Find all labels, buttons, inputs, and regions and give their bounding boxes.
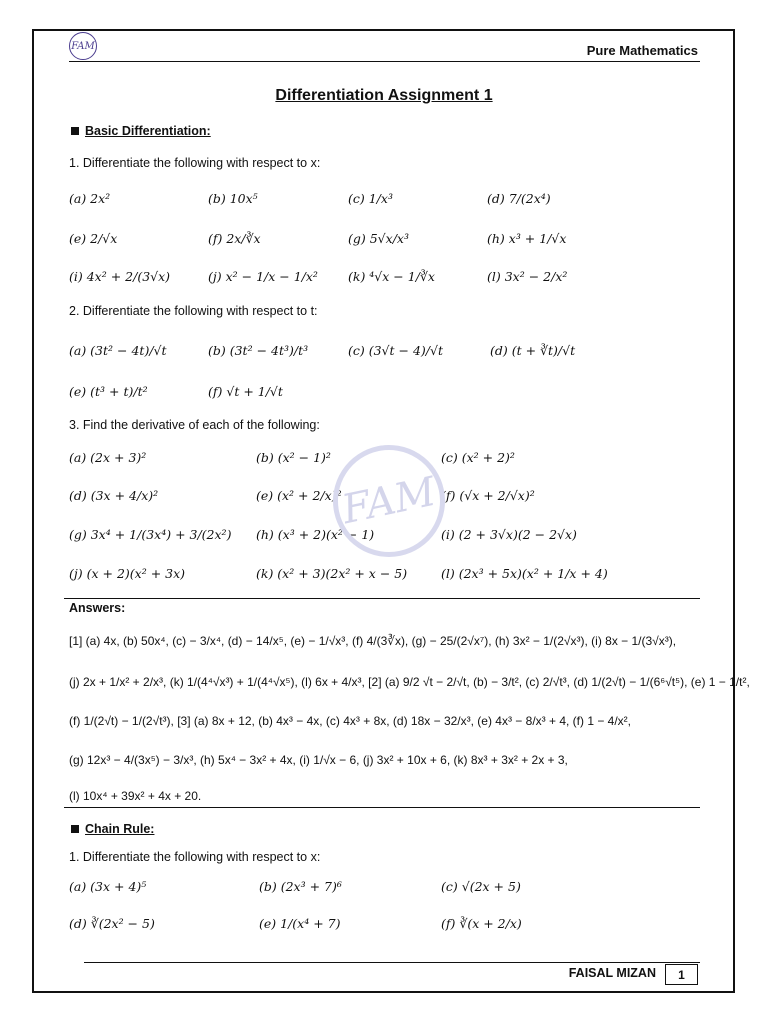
question-prompt: 3. Find the derivative of each of the following: [69,418,320,432]
answers-top-divider [64,598,700,599]
answer-line: (f) 1/(2√t) − 1/(2√t³), [3] (a) 8x + 12, (b) 4x³ − 4x, (c) 4x³ + 8x, (d) 18x − 32/x³, (e) 4x³ − 8/x³ + 4, (f) 1 − 4/x², [69,714,632,728]
answer-line: (j) 2x + 1/x² + 2/x³, (k) 1/(4⁴√x³) + 1/(4⁴√x⁵), (l) 6x + 4/x³, [2] (a) 9/2 √t − 2/√t, (b) − 3/t², (c) 2/√t³, (d) 1/(2√t) − 1/(6⁶√t⁵), (e) 1 − 1/t², [69,675,750,689]
answers-bottom-divider [64,807,700,808]
question-prompt: 1. Differentiate the following with respect to x: [69,850,321,864]
answer-line: [1] (a) 4x, (b) 50x⁴, (c) − 3/x⁴, (d) − 14/x⁵, (e) − 1/√x³, (f) 4/(3∛x), (g) − 25/(2√x⁷), (h) 3x² − 1/(2√x³), (i) 8x − 1/(3√x³), [69,634,677,648]
problem-item: (e) (t³ + t)/t² [69,384,148,399]
problem-item: (l) (2x³ + 5x)(x² + 1/x + 4) [441,566,608,581]
fam-logo: FAM [69,32,97,60]
problem-item: (a) (2x + 3)² [69,450,147,465]
problem-item: (f) (√x + 2/√x)² [441,488,535,503]
header-divider [69,61,700,62]
problem-item: (g) 5√x/x³ [348,231,409,246]
problem-item: (g) 3x⁴ + 1/(3x⁴) + 3/(2x²) [69,527,232,542]
problem-item: (d) 7/(2x⁴) [487,191,551,206]
problem-item: (d) (t + ∛t)/√t [490,343,576,358]
problem-item: (a) (3x + 4)⁵ [69,879,147,894]
bullet-square-icon [71,127,79,135]
problem-item: (i) (2 + 3√x)(2 − 2√x) [441,527,577,542]
problem-item: (e) 2/√x [69,231,118,246]
problem-item: (l) 3x² − 2/x² [487,269,568,284]
subject-label: Pure Mathematics [586,43,698,58]
question-prompt: 1. Differentiate the following with respect to x: [69,156,321,170]
problem-item: (b) 10x⁵ [208,191,258,206]
problem-item: (a) 2x² [69,191,111,206]
page-title [0,87,768,105]
problem-item: (j) (x + 2)(x² + 3x) [69,566,186,581]
problem-item: (i) 4x² + 2/(3√x) [69,269,171,284]
problem-item: (d) ∛(2x² − 5) [69,916,155,931]
problem-item: (h) x³ + 1/√x [487,231,567,246]
page-number: 1 [665,964,698,985]
problem-item: (h) (x³ + 2)(x² − 1) [256,527,375,542]
section-heading-text: Chain Rule: [85,822,155,836]
fam-watermark: FAM [323,435,456,568]
answers-heading: Answers: [69,601,126,615]
title-text: Differentiation Assignment 1 [275,87,493,104]
problem-item: (b) (3t² − 4t³)/t³ [208,343,309,358]
author-name: FAISAL MIZAN [568,966,656,980]
problem-item: (f) √t + 1/√t [208,384,283,399]
problem-item: (k) (x² + 3)(2x² + x − 5) [256,566,408,581]
section-heading-text: Basic Differentiation: [85,124,211,138]
problem-item: (j) x² − 1/x − 1/x² [208,269,318,284]
problem-item: (c) 1/x³ [348,191,393,206]
problem-item: (e) (x² + 2/x)² [256,488,342,503]
footer-divider [84,962,700,963]
problem-item: (b) (2x³ + 7)⁶ [259,879,342,894]
section-heading-basic [71,124,211,138]
problem-item: (b) (x² − 1)² [256,450,331,465]
problem-item: (d) (3x + 4/x)² [69,488,159,503]
section-heading-chain [71,822,154,836]
problem-item: (e) 1/(x⁴ + 7) [259,916,341,931]
answer-line: (l) 10x⁴ + 39x² + 4x + 20. [69,789,202,803]
problem-item: (c) (3√t − 4)/√t [348,343,443,358]
problem-item: (f) 2x/∛x [208,231,261,246]
question-prompt: 2. Differentiate the following with respect to t: [69,304,318,318]
answer-line: (g) 12x³ − 4/(3x⁵) − 3/x³, (h) 5x⁴ − 3x² + 4x, (i) 1/√x − 6, (j) 3x² + 10x + 6, (k) 8x³ + 3x² + 2x + 3, [69,753,568,767]
problem-item: (c) √(2x + 5) [441,879,521,894]
problem-item: (k) ⁴√x − 1/∛x [348,269,435,284]
problem-item: (c) (x² + 2)² [441,450,515,465]
bullet-square-icon [71,825,79,833]
problem-item: (a) (3t² − 4t)/√t [69,343,167,358]
problem-item: (f) ∛(x + 2/x) [441,916,522,931]
